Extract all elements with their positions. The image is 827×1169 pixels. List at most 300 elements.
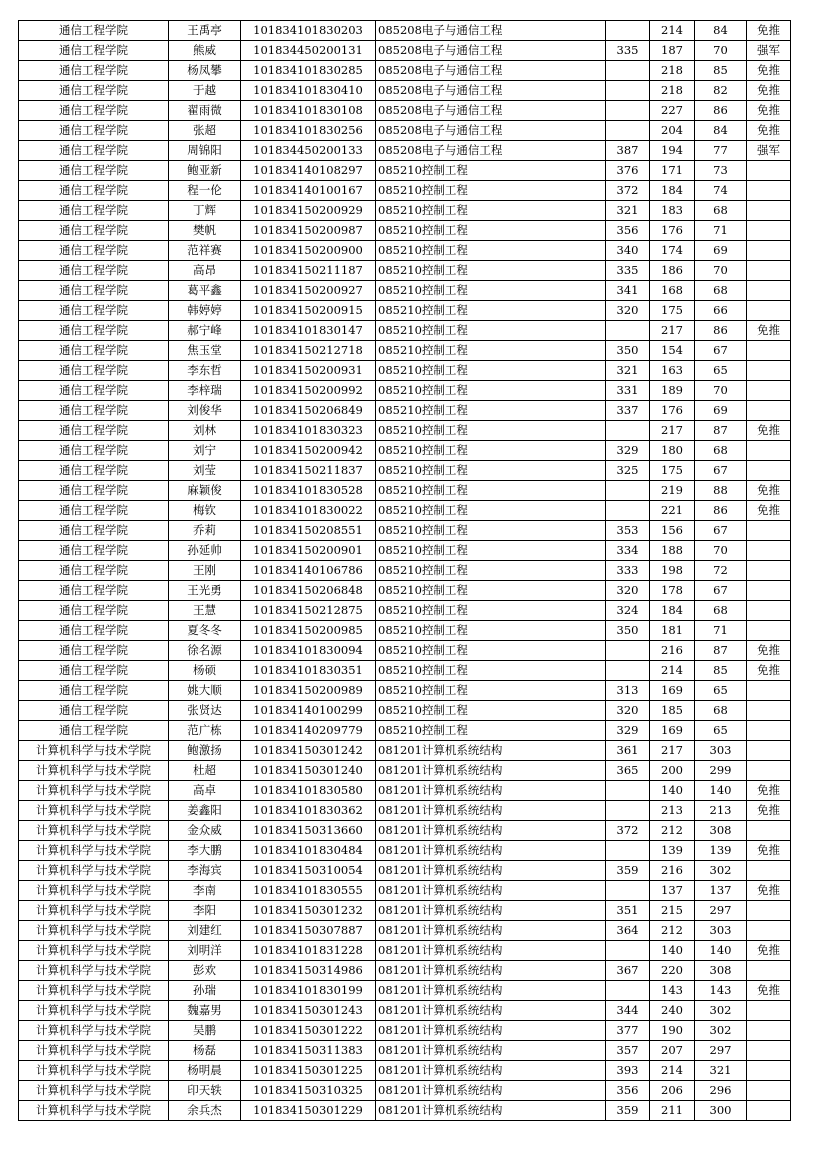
major-cell: 085210控制工程 [376,581,606,601]
name-cell: 杨明晨 [169,1061,241,1081]
name-cell: 李东哲 [169,361,241,381]
name-cell: 杨磊 [169,1041,241,1061]
note-cell [747,341,791,361]
score-c-cell: 302 [695,861,747,881]
note-cell [747,221,791,241]
table-row [19,461,791,481]
exam-id-cell: 101834150211187 [241,261,376,281]
major-cell: 085210控制工程 [376,281,606,301]
score-b-cell: 218 [650,61,695,81]
name-cell: 印天轶 [169,1081,241,1101]
score-b-cell: 184 [650,601,695,621]
name-cell: 孙瑞 [169,981,241,1001]
score-a-cell: 365 [606,761,650,781]
score-c-cell: 71 [695,621,747,641]
major-cell: 085210控制工程 [376,561,606,581]
note-cell [747,181,791,201]
college-cell: 计算机科学与技术学院 [19,1081,169,1101]
note-cell [747,561,791,581]
score-c-cell: 86 [695,501,747,521]
major-cell: 085208电子与通信工程 [376,141,606,161]
score-a-cell: 344 [606,1001,650,1021]
name-cell: 姚大顺 [169,681,241,701]
college-cell: 通信工程学院 [19,101,169,121]
score-c-cell: 303 [695,741,747,761]
score-b-cell: 178 [650,581,695,601]
note-cell [747,921,791,941]
note-cell [747,161,791,181]
exam-id-cell: 101834150206848 [241,581,376,601]
name-cell: 刘俊华 [169,401,241,421]
score-b-cell: 181 [650,621,695,641]
exam-id-cell: 101834101831228 [241,941,376,961]
exam-id-cell: 101834101830362 [241,801,376,821]
score-b-cell: 194 [650,141,695,161]
college-cell: 通信工程学院 [19,361,169,381]
major-cell: 085210控制工程 [376,481,606,501]
note-cell: 免推 [747,101,791,121]
score-c-cell: 67 [695,461,747,481]
table-body [19,21,791,1121]
table-row [19,881,791,901]
score-b-cell: 217 [650,421,695,441]
score-c-cell: 302 [695,1021,747,1041]
score-b-cell: 214 [650,661,695,681]
note-cell: 免推 [747,881,791,901]
exam-id-cell: 101834150301222 [241,1021,376,1041]
table-row [19,1061,791,1081]
score-c-cell: 308 [695,821,747,841]
note-cell [747,1021,791,1041]
score-a-cell [606,421,650,441]
college-cell: 计算机科学与技术学院 [19,801,169,821]
table-row [19,501,791,521]
score-c-cell: 65 [695,681,747,701]
major-cell: 085210控制工程 [376,681,606,701]
score-c-cell: 87 [695,421,747,441]
score-c-cell: 71 [695,221,747,241]
table-row [19,781,791,801]
major-cell: 081201计算机系统结构 [376,921,606,941]
name-cell: 王光勇 [169,581,241,601]
college-cell: 通信工程学院 [19,521,169,541]
note-cell: 免推 [747,21,791,41]
exam-id-cell: 101834101830256 [241,121,376,141]
table-row [19,361,791,381]
table-row [19,401,791,421]
score-c-cell: 82 [695,81,747,101]
score-a-cell [606,881,650,901]
major-cell: 085210控制工程 [376,461,606,481]
note-cell: 免推 [747,121,791,141]
note-cell [747,681,791,701]
exam-id-cell: 101834150200900 [241,241,376,261]
major-cell: 085210控制工程 [376,521,606,541]
score-b-cell: 217 [650,321,695,341]
major-cell: 085208电子与通信工程 [376,61,606,81]
exam-id-cell: 101834150301240 [241,761,376,781]
table-row [19,761,791,781]
college-cell: 通信工程学院 [19,481,169,501]
major-cell: 081201计算机系统结构 [376,801,606,821]
major-cell: 081201计算机系统结构 [376,1001,606,1021]
name-cell: 刘宁 [169,441,241,461]
score-a-cell: 356 [606,221,650,241]
score-b-cell: 217 [650,741,695,761]
exam-id-cell: 101834150208551 [241,521,376,541]
score-c-cell: 297 [695,1041,747,1061]
admission-table [18,20,791,1121]
score-b-cell: 216 [650,641,695,661]
score-c-cell: 70 [695,541,747,561]
score-a-cell: 335 [606,261,650,281]
college-cell: 通信工程学院 [19,441,169,461]
name-cell: 杨硕 [169,661,241,681]
score-a-cell: 321 [606,361,650,381]
name-cell: 樊帆 [169,221,241,241]
score-c-cell: 68 [695,201,747,221]
college-cell: 计算机科学与技术学院 [19,981,169,1001]
table-row [19,641,791,661]
college-cell: 通信工程学院 [19,241,169,261]
score-a-cell: 364 [606,921,650,941]
college-cell: 计算机科学与技术学院 [19,861,169,881]
score-b-cell: 140 [650,941,695,961]
note-cell [747,261,791,281]
table-row [19,1081,791,1101]
college-cell: 通信工程学院 [19,341,169,361]
table-row [19,441,791,461]
name-cell: 鲍激扬 [169,741,241,761]
score-c-cell: 321 [695,1061,747,1081]
major-cell: 081201计算机系统结构 [376,1061,606,1081]
table-row [19,261,791,281]
score-b-cell: 207 [650,1041,695,1061]
college-cell: 通信工程学院 [19,181,169,201]
score-b-cell: 215 [650,901,695,921]
table-row [19,861,791,881]
exam-id-cell: 101834150200901 [241,541,376,561]
score-b-cell: 189 [650,381,695,401]
note-cell [747,241,791,261]
table-row [19,741,791,761]
score-a-cell: 357 [606,1041,650,1061]
name-cell: 刘建红 [169,921,241,941]
score-b-cell: 169 [650,681,695,701]
note-cell: 免推 [747,421,791,441]
score-c-cell: 77 [695,141,747,161]
name-cell: 张贤达 [169,701,241,721]
exam-id-cell: 101834101830555 [241,881,376,901]
score-b-cell: 190 [650,1021,695,1041]
college-cell: 通信工程学院 [19,621,169,641]
note-cell [747,441,791,461]
college-cell: 通信工程学院 [19,681,169,701]
score-a-cell [606,121,650,141]
score-a-cell: 320 [606,701,650,721]
exam-id-cell: 101834150301243 [241,1001,376,1021]
score-c-cell: 67 [695,581,747,601]
score-c-cell: 86 [695,101,747,121]
college-cell: 通信工程学院 [19,201,169,221]
exam-id-cell: 101834150200989 [241,681,376,701]
note-cell [747,621,791,641]
major-cell: 085208电子与通信工程 [376,101,606,121]
table-row [19,941,791,961]
score-a-cell [606,941,650,961]
name-cell: 李南 [169,881,241,901]
college-cell: 通信工程学院 [19,61,169,81]
score-c-cell: 143 [695,981,747,1001]
table-row [19,281,791,301]
score-b-cell: 176 [650,221,695,241]
score-a-cell: 367 [606,961,650,981]
college-cell: 计算机科学与技术学院 [19,761,169,781]
name-cell: 高昂 [169,261,241,281]
score-c-cell: 68 [695,701,747,721]
college-cell: 通信工程学院 [19,581,169,601]
score-c-cell: 70 [695,41,747,61]
score-c-cell: 140 [695,781,747,801]
major-cell: 081201计算机系统结构 [376,1021,606,1041]
score-b-cell: 137 [650,881,695,901]
table-row [19,1041,791,1061]
name-cell: 魏嘉男 [169,1001,241,1021]
major-cell: 085208电子与通信工程 [376,81,606,101]
table-row [19,1021,791,1041]
score-c-cell: 308 [695,961,747,981]
exam-id-cell: 101834101830410 [241,81,376,101]
note-cell: 强军 [747,141,791,161]
major-cell: 081201计算机系统结构 [376,741,606,761]
name-cell: 翟雨微 [169,101,241,121]
score-b-cell: 206 [650,1081,695,1101]
score-c-cell: 70 [695,381,747,401]
exam-id-cell: 101834150310325 [241,1081,376,1101]
score-a-cell: 335 [606,41,650,61]
college-cell: 通信工程学院 [19,421,169,441]
college-cell: 通信工程学院 [19,661,169,681]
exam-id-cell: 101834150310054 [241,861,376,881]
score-b-cell: 186 [650,261,695,281]
table-row [19,581,791,601]
score-a-cell: 321 [606,201,650,221]
college-cell: 通信工程学院 [19,561,169,581]
table-row [19,1101,791,1121]
exam-id-cell: 101834150200929 [241,201,376,221]
score-a-cell: 353 [606,521,650,541]
score-b-cell: 169 [650,721,695,741]
score-c-cell: 70 [695,261,747,281]
name-cell: 杨凤攀 [169,61,241,81]
major-cell: 085208电子与通信工程 [376,121,606,141]
score-b-cell: 220 [650,961,695,981]
score-c-cell: 67 [695,341,747,361]
score-a-cell [606,841,650,861]
name-cell: 鲍亚新 [169,161,241,181]
note-cell [747,821,791,841]
score-a-cell [606,61,650,81]
major-cell: 085210控制工程 [376,341,606,361]
note-cell: 免推 [747,781,791,801]
score-b-cell: 187 [650,41,695,61]
college-cell: 通信工程学院 [19,301,169,321]
score-c-cell: 66 [695,301,747,321]
score-a-cell: 329 [606,721,650,741]
name-cell: 王刚 [169,561,241,581]
score-b-cell: 240 [650,1001,695,1021]
score-b-cell: 200 [650,761,695,781]
table-row [19,21,791,41]
note-cell [747,521,791,541]
table-row [19,421,791,441]
college-cell: 通信工程学院 [19,541,169,561]
table-row [19,701,791,721]
score-a-cell [606,661,650,681]
score-c-cell: 67 [695,521,747,541]
major-cell: 085210控制工程 [376,541,606,561]
name-cell: 王慧 [169,601,241,621]
note-cell [747,961,791,981]
score-b-cell: 214 [650,21,695,41]
major-cell: 081201计算机系统结构 [376,861,606,881]
name-cell: 余兵杰 [169,1101,241,1121]
note-cell [747,201,791,221]
score-a-cell: 376 [606,161,650,181]
score-a-cell [606,781,650,801]
table-row [19,661,791,681]
major-cell: 081201计算机系统结构 [376,1081,606,1101]
exam-id-cell: 101834150200992 [241,381,376,401]
score-c-cell: 86 [695,321,747,341]
major-cell: 085210控制工程 [376,601,606,621]
major-cell: 085210控制工程 [376,321,606,341]
major-cell: 085210控制工程 [376,301,606,321]
exam-id-cell: 101834101830323 [241,421,376,441]
exam-id-cell: 101834101830147 [241,321,376,341]
name-cell: 夏冬冬 [169,621,241,641]
name-cell: 韩婷婷 [169,301,241,321]
name-cell: 姜鑫阳 [169,801,241,821]
name-cell: 王禹亭 [169,21,241,41]
college-cell: 通信工程学院 [19,221,169,241]
major-cell: 085210控制工程 [376,621,606,641]
exam-id-cell: 101834101830203 [241,21,376,41]
name-cell: 彭欢 [169,961,241,981]
note-cell: 免推 [747,61,791,81]
table-row [19,721,791,741]
score-a-cell [606,501,650,521]
score-a-cell: 324 [606,601,650,621]
exam-id-cell: 101834150212718 [241,341,376,361]
score-c-cell: 140 [695,941,747,961]
major-cell: 085210控制工程 [376,361,606,381]
exam-id-cell: 101834101830094 [241,641,376,661]
score-a-cell: 377 [606,1021,650,1041]
table-row [19,341,791,361]
score-c-cell: 303 [695,921,747,941]
name-cell: 张超 [169,121,241,141]
score-b-cell: 143 [650,981,695,1001]
college-cell: 计算机科学与技术学院 [19,821,169,841]
exam-id-cell: 101834140100299 [241,701,376,721]
college-cell: 通信工程学院 [19,21,169,41]
score-b-cell: 198 [650,561,695,581]
major-cell: 081201计算机系统结构 [376,821,606,841]
note-cell: 强军 [747,41,791,61]
score-b-cell: 171 [650,161,695,181]
table-row [19,81,791,101]
major-cell: 085208电子与通信工程 [376,21,606,41]
table-row [19,161,791,181]
major-cell: 085210控制工程 [376,401,606,421]
major-cell: 085210控制工程 [376,701,606,721]
table-row [19,921,791,941]
exam-id-cell: 101834150313660 [241,821,376,841]
note-cell [747,1041,791,1061]
name-cell: 徐名源 [169,641,241,661]
major-cell: 085210控制工程 [376,381,606,401]
score-a-cell: 340 [606,241,650,261]
score-c-cell: 65 [695,361,747,381]
exam-id-cell: 101834450200131 [241,41,376,61]
table-row [19,561,791,581]
score-c-cell: 297 [695,901,747,921]
score-a-cell: 334 [606,541,650,561]
table-row [19,981,791,1001]
table-row [19,181,791,201]
exam-id-cell: 101834150314986 [241,961,376,981]
table-row [19,381,791,401]
score-a-cell [606,101,650,121]
note-cell [747,541,791,561]
table-row [19,41,791,61]
exam-id-cell: 101834150206849 [241,401,376,421]
college-cell: 通信工程学院 [19,41,169,61]
note-cell: 免推 [747,81,791,101]
college-cell: 计算机科学与技术学院 [19,1101,169,1121]
name-cell: 吴鹏 [169,1021,241,1041]
score-b-cell: 204 [650,121,695,141]
college-cell: 计算机科学与技术学院 [19,741,169,761]
name-cell: 乔莉 [169,521,241,541]
major-cell: 085210控制工程 [376,221,606,241]
exam-id-cell: 101834450200133 [241,141,376,161]
table-row [19,841,791,861]
score-b-cell: 163 [650,361,695,381]
exam-id-cell: 101834150311383 [241,1041,376,1061]
exam-id-cell: 101834150200931 [241,361,376,381]
table-row [19,1001,791,1021]
name-cell: 范广栋 [169,721,241,741]
score-b-cell: 175 [650,301,695,321]
name-cell: 李阳 [169,901,241,921]
exam-id-cell: 101834150301232 [241,901,376,921]
table-row [19,101,791,121]
note-cell: 免推 [747,661,791,681]
score-a-cell: 341 [606,281,650,301]
score-c-cell: 139 [695,841,747,861]
name-cell: 孙延帅 [169,541,241,561]
name-cell: 李梓瑞 [169,381,241,401]
college-cell: 通信工程学院 [19,261,169,281]
major-cell: 081201计算机系统结构 [376,761,606,781]
exam-id-cell: 101834150200985 [241,621,376,641]
score-a-cell: 320 [606,581,650,601]
score-c-cell: 68 [695,441,747,461]
name-cell: 杜超 [169,761,241,781]
name-cell: 刘莹 [169,461,241,481]
